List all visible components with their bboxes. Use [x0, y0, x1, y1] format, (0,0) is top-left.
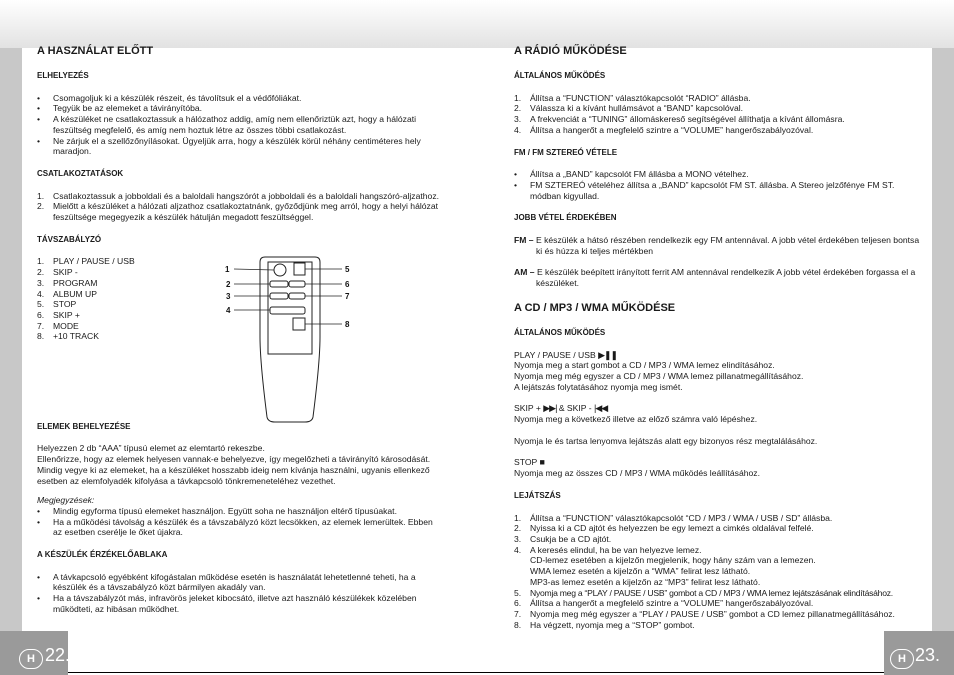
list-item: 1. Csatlakoztassuk a jobboldali és a baloldali hangszórót a jobboldali és a baloldali hangszóró-aljzathoz.: [37, 190, 440, 201]
remote-panel: [268, 262, 312, 354]
left-margin-bar: [0, 48, 22, 675]
remote-button-1: [274, 264, 286, 276]
paragraph: Helyezzen 2 db “AAA” típusú elemet az elemtartó rekeszbe.: [37, 443, 265, 454]
callout-7: 7: [345, 292, 350, 301]
section-heading: JOBB VÉTEL ÉRDEKÉBEN: [514, 213, 617, 223]
remote-button-3: [270, 293, 288, 299]
paragraph: Ellenőrizze, hogy az elemek helyesen vannak-e behelyezve, így megelőzheti a távirányító károsodását.: [37, 454, 431, 465]
note-label: Megjegyzések:: [37, 495, 95, 506]
section-heading: ÁLTALÁNOS MŰKÖDÉS: [514, 71, 606, 80]
remote-control-diagram: [225, 252, 365, 427]
right-page-number: 23.: [915, 645, 941, 665]
list-item: 6. Állítsa a hangerőt a megfelelő szintre a “VOLUME” hangerőszabályozóval.: [514, 598, 814, 609]
right-page-title: A RÁDIÓ MŰKÖDÉSE: [514, 45, 627, 57]
left-page-number: 22.: [45, 645, 71, 665]
paragraph: Mindig vegye ki az elemeket, ha a készüléket hosszabb ideig nem kívánja használni, ugyanis ellenkező esetben az elemfolyadék kifolyása a távkapcsoló tönkremeneteléhez vezethet.: [37, 464, 430, 486]
section-jobb-vetel: [514, 213, 924, 289]
left-language-badge: H: [19, 649, 43, 669]
list-item: • Csomagoljuk ki a készülék részeit, és távolítsuk el a védőfóliákat.: [37, 93, 442, 104]
list-item: 2. Nyissa ki a CD ajtót és helyezzen be egy lemezt a cimkés oldalával felfelé.: [514, 523, 814, 534]
list-item: 7. MODE: [37, 320, 79, 331]
stop-label: STOP ■: [514, 457, 544, 468]
paragraph: Nyomja meg a start gombot a CD / MP3 / WMA lemez elindításához.: [514, 360, 775, 371]
section-fm: [514, 148, 924, 202]
bottom-rule: [68, 672, 884, 673]
section-erzekelo: [37, 550, 442, 615]
list-item: • Ne zárjuk el a szellőzőnyílásokat. Ügyeljük arra, hogy a készülék körül néhány centiméteres hely maradjon.: [37, 136, 442, 157]
section-elhelyezes: [37, 71, 442, 157]
section-heading: A KÉSZÜLÉK ÉRZÉKELŐABLAKA: [37, 550, 168, 560]
section-heading: LEJÁTSZÁS: [514, 490, 561, 500]
list-item: • Tegyük be az elemeket a távirányítóba.: [37, 103, 442, 114]
paragraph: Nyomja meg az összes CD / MP3 / WMA működés leállításához.: [514, 468, 760, 479]
remote-button-6: [289, 281, 305, 287]
list-item: • Mindig egyforma típusú elemeket használjon. Együtt soha ne használjon eltérő típusúakat.: [37, 506, 442, 517]
section-cd-altalanos: [514, 328, 924, 479]
list-item: 8. Ha végzett, nyomja meg a “STOP” gombot.: [514, 619, 695, 630]
section-heading: FM / FM SZTEREÓ VÉTELE: [514, 147, 618, 157]
paragraph: Nyomja meg a következő illetve az előző számra való lépéshez.: [514, 414, 758, 425]
remote-button-4: [270, 307, 305, 314]
section-elemek: [37, 422, 442, 538]
skip-forward-icon: ▶▶|: [543, 403, 557, 414]
list-item: 4. A keresés elindul, ha be van helyezve lemez. CD-lemez esetében a kijelzőn megjelenik, hogy hány szám van a lemezen. WMA lemez esetén a kijelzőn a “WMA” felirat lesz látható. MP3-as lemez esetén a kijelzőn az “MP3” felirat lesz látható.: [514, 544, 816, 587]
top-band: [0, 0, 954, 48]
callout-1: 1: [225, 265, 230, 274]
section-altalanos: [514, 71, 924, 136]
list-item: 3. Csukja be a CD ajtót.: [514, 533, 612, 544]
cd-section-title: A CD / MP3 / WMA MŰKÖDÉSE: [514, 301, 676, 314]
callout-4: 4: [226, 306, 231, 315]
list-item: • Ha a távszabályzót más, infravörös jeleket kibocsátó, illetve azt használó készülékek közelében működteti, az hibásan működhet.: [37, 593, 442, 614]
list-item: 4. ALBUM UP: [37, 288, 97, 299]
paragraph: Nyomja meg még egyszer a CD / MP3 / WMA lemez pillanatmegállításához.: [514, 370, 804, 381]
section-heading: ELEMEK BEHELYEZÉSE: [37, 421, 131, 431]
list-item: • FM SZTEREÓ vételéhez állítsa a „BAND” kapcsolót FM ST. állásba. A Stereo jelzőfénye FM ST. módban kigyullad.: [514, 180, 924, 201]
right-margin-bar: [932, 48, 954, 675]
list-item: 8. +10 TRACK: [37, 331, 99, 342]
callout-3: 3: [226, 292, 231, 301]
list-item: • A távkapcsoló egyébként kifogástalan működése esetén is használatát lehetetlenné teheti, ha a készülék és a távszabályzó közt bármilyen akadály van.: [37, 572, 442, 593]
section-heading: ÁLTALÁNOS MŰKÖDÉS: [514, 327, 606, 337]
section-lejatszas: [514, 491, 924, 630]
section-heading: ELHELYEZÉS: [37, 71, 89, 80]
list-item: 2. Mielőtt a készüléket a hálózati aljzathoz csatlakoztatnánk, győződjünk meg arról, hogy a helyi hálózat feszültsége megegyezik a készülék hátulján megadott feszültséggel.: [37, 201, 439, 223]
right-column: [514, 44, 924, 642]
fm-antenna-paragraph: FM – E készülék a hátsó részében rendelkezik egy FM antennával. A jobb vétel érdekében teljesen bontsa ki és húzza ki teljes mértékben: [514, 235, 920, 256]
paragraph: Nyomja le és tartsa lenyomva lejátszás alatt egy bizonyos rész megtalálásához.: [514, 435, 818, 446]
remote-button-8: [293, 318, 305, 330]
section-csatlakoztatasok: [37, 169, 442, 223]
list-item: 2. Válassza ki a kívánt hullámsávot a “BAND” kapcsolóval.: [514, 103, 744, 114]
list-item: 3. A frekvenciát a “TUNING” állomáskereső segítségével állíthatja a kívánt állomásra.: [514, 114, 845, 125]
left-page-title: A HASZNÁLAT ELŐTT: [37, 45, 154, 57]
callout-2: 2: [226, 280, 231, 289]
callout-5: 5: [345, 265, 350, 274]
list-item: 6. SKIP +: [37, 309, 80, 320]
right-language-badge: H: [890, 649, 914, 669]
am-antenna-paragraph: AM – E készülék beépített irányított ferrit AM antennával rendelkezik A jobb vétel érdekében forgassa el a készüléket.: [514, 267, 916, 289]
play-pause-icon: ▶❚❚: [598, 349, 618, 360]
list-item: 7. Nyomja meg még egyszer a “PLAY / PAUSE / USB” gombot a CD lemez pillanatmegállításához.: [514, 608, 895, 619]
section-heading: CSATLAKOZTATÁSOK: [37, 168, 124, 178]
remote-button-5: [294, 263, 305, 275]
list-item: 5. Nyomja meg a “PLAY / PAUSE / USB” gombot a CD / MP3 / WMA lemez lejátszásának elindításához.: [514, 587, 893, 598]
list-item: 1. PLAY / PAUSE / USB: [37, 256, 135, 267]
list-item: • A készüléket ne csatlakoztassuk a hálózathoz addig, amíg nem ellenőriztük azt, hogy a hálózati feszültség megfelelő, és amíg nem hoztuk létre az összes többi csatlakozást.: [37, 114, 442, 135]
list-item: 2. SKIP -: [37, 267, 78, 278]
skip-back-icon: |◀◀: [594, 403, 608, 414]
list-item: 1. Állítsa a “FUNCTION” választókapcsolót “CD / MP3 / WMA / USB / SD” állásba.: [514, 512, 833, 523]
list-item: 3. PROGRAM: [37, 277, 98, 288]
skip-label: SKIP + ▶▶| & SKIP - |◀◀: [514, 403, 608, 414]
list-item: 1. Állítsa a “FUNCTION” választókapcsolót “RADIO” állásba.: [514, 92, 751, 103]
remote-button-7: [289, 293, 305, 299]
callout-8: 8: [345, 320, 350, 329]
list-item: • Ha a működési távolság a készülék és a távszabályzó közt lecsökken, az elemek lemerültek. Ebben az esetben cserélje le őket újakra.: [37, 517, 442, 538]
play-pause-label: PLAY / PAUSE / USB ▶❚❚: [514, 349, 618, 360]
list-item: 4. Állítsa a hangerőt a megfelelő szintre a “VOLUME” hangerőszabályozóval.: [514, 124, 814, 135]
paragraph: A lejátszás folytatásához nyomja meg ismét.: [514, 381, 683, 392]
list-item: • Állítsa a „BAND” kapcsolót FM állásba a MONO vételhez.: [514, 169, 924, 180]
section-heading: TÁVSZABÁLYZÓ: [37, 234, 102, 244]
stop-icon: ■: [539, 457, 544, 468]
callout-6: 6: [345, 280, 350, 289]
remote-button-2: [270, 281, 288, 287]
list-item: 5. STOP: [37, 299, 77, 310]
